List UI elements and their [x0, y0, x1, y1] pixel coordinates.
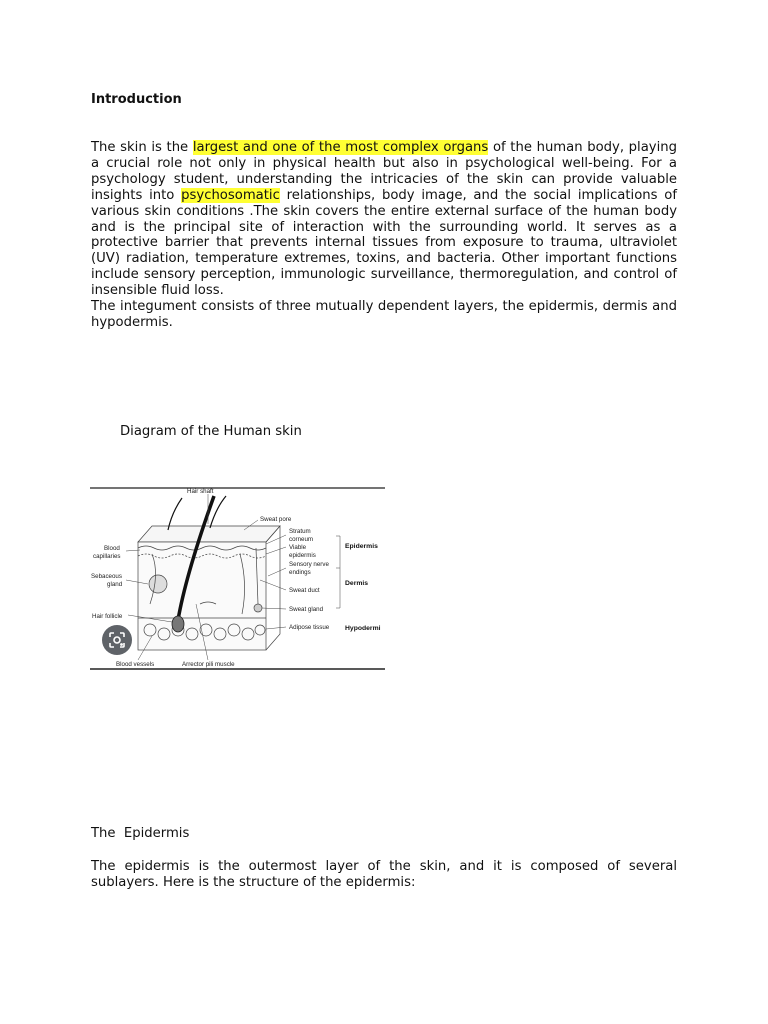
highlight-largest-organ: largest and one of the most complex organs: [192, 140, 489, 155]
skin-diagram: [90, 484, 385, 672]
intro-paragraph: [91, 140, 677, 299]
intro-text-2: of the human body, playing a crucial role not only in physical health but also in psychological well-being. For a psychology student, understanding the intricacies of the skin can provide valuable insights into: [91, 140, 677, 203]
skin-diagram-svg: [90, 484, 385, 672]
label-viable-1: Viable: [289, 544, 307, 551]
label-arrector: Arrector pili muscle: [182, 661, 235, 668]
intro-text-1: The skin is the: [91, 140, 193, 155]
epidermis-paragraph: The epidermis is the outermost layer of the skin, and it is composed of several sublayers. Here is the structure of the epidermis:: [91, 859, 677, 890]
label-viable-2: epidermis: [289, 552, 316, 559]
highlight-psychosomatic: psychosomatic: [181, 187, 280, 203]
label-hair-shaft: Hair shaft: [187, 488, 214, 495]
diagram-caption: Diagram of the Human skin: [120, 424, 302, 439]
label-blood-cap-1: Blood: [104, 545, 120, 552]
label-sweat-duct: Sweat duct: [289, 587, 320, 594]
integument-paragraph: The integument consists of three mutually dependent layers, the epidermis, dermis and hypodermis.: [91, 299, 677, 330]
intro-text-3: relationships, body image, and the social implications of various skin conditions .The skin covers the entire external surface of the human body and is the principal site of interaction with the surrounding world. It serves as a protective barrier that prevents internal tissues from exposure to trauma, ultraviolet (UV) radiation, temperature extremes, toxins, and bacteria. Other important functions include sensory perception, immunologic surveillance, thermoregulation, and control of insensible fluid loss.: [91, 187, 677, 299]
epidermis-heading: The Epidermis: [91, 826, 190, 841]
label-hair-follicle: Hair follicle: [92, 613, 123, 620]
label-stratum-2: corneum: [289, 536, 314, 543]
skin-block: [138, 526, 280, 650]
label-sweat-pore: Sweat pore: [260, 516, 292, 523]
label-stratum-1: Stratum: [289, 528, 311, 535]
visual-search-icon: [108, 631, 126, 649]
label-dermis: Dermis: [345, 580, 369, 587]
label-blood-vessels: Blood vessels: [116, 661, 155, 668]
label-adipose: Adipose tissue: [289, 624, 330, 631]
label-epidermis: Epidermis: [345, 543, 378, 550]
label-hypodermis: Hypodermi: [345, 625, 381, 632]
label-sebaceous-1: Sebaceous: [91, 573, 122, 580]
label-sensory-2: endings: [289, 569, 311, 576]
label-blood-cap-2: capillaries: [93, 553, 121, 560]
visual-search-button[interactable]: [102, 625, 132, 655]
label-sensory-1: Sensory nerve: [289, 561, 329, 568]
intro-heading: Introduction: [91, 92, 182, 107]
label-sweat-gland: Sweat gland: [289, 606, 324, 613]
label-sebaceous-2: gland: [107, 581, 123, 588]
